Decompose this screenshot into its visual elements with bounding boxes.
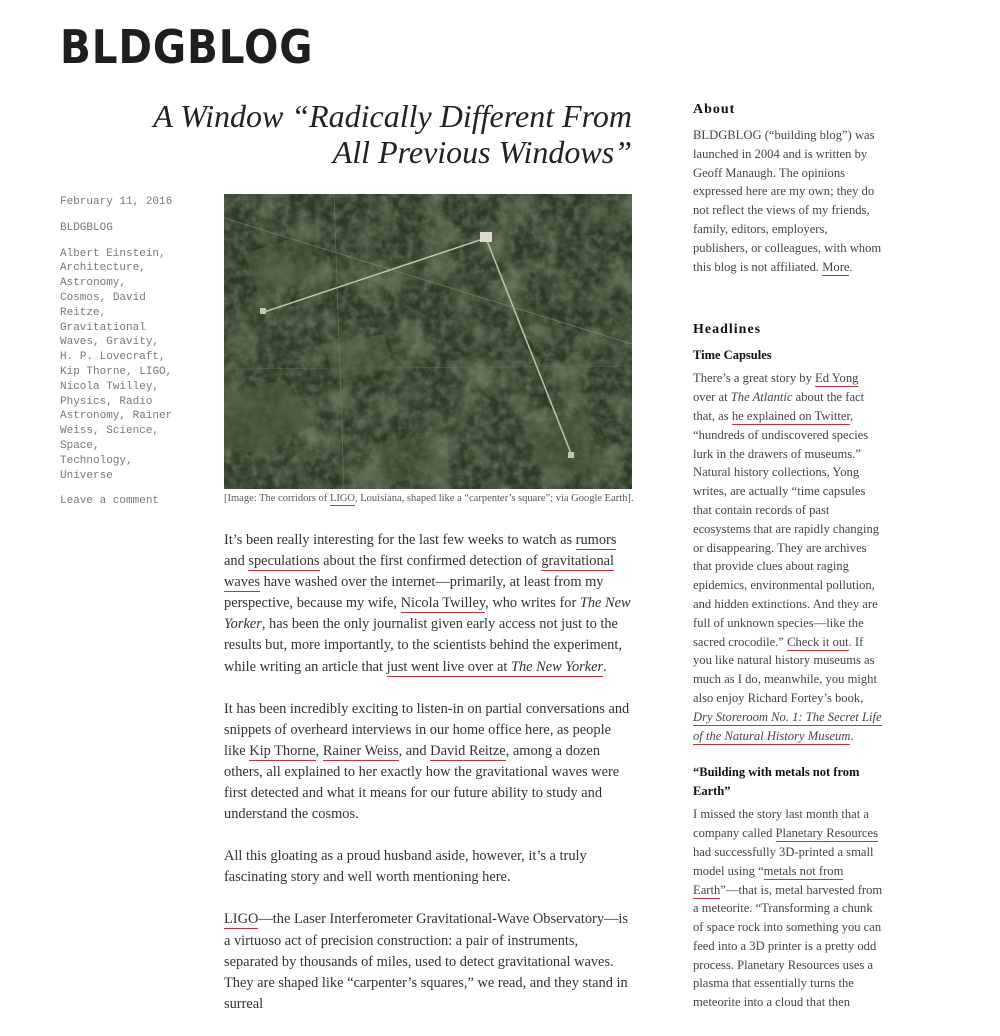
david-reitze-link[interactable]: David Reitze [430,742,506,759]
rainer-weiss-link[interactable]: Rainer Weiss [322,742,399,759]
headline-title[interactable]: Time Capsules [693,348,772,363]
headline-text: I missed the story last month that a company called Planetary Resources had successfully 3D-printed a small model using “metals not from Earth”—that is, metal harvested from a meteorite. “Transforming a chunk of space rock into something you can feed into a 3D printer is a pretty odd process. Planetary Resources uses a plasma that essentially turns the meteorite into a cloud that then [693,807,883,1010]
ligo-link[interactable]: LIGO [329,493,356,504]
about-more-link[interactable]: More [822,259,850,274]
headlines-widget [693,320,883,1012]
tag-link[interactable]: Science, [106,425,160,438]
post-title-line-1[interactable]: A Window “Radically Different From [153,98,632,134]
atlantic-title: The Atlantic [730,390,793,405]
tag-link[interactable]: Lovecraft, [99,351,166,364]
kip-thorne-link[interactable]: Kip Thorne [249,742,316,759]
tag-link[interactable]: LIGO, [139,365,173,378]
gravitational-waves-link[interactable]: gravitational waves [224,553,615,591]
tag-link[interactable]: H. [60,351,74,364]
tag-link[interactable]: Technology, [60,454,133,467]
check-it-out-link[interactable]: Check it out [787,634,849,649]
tag-link[interactable]: Physics, [60,395,113,408]
new-yorker-title: The New Yorker [224,595,631,633]
about-text: BLDGBLOG (“building blog”) was launched in 2004 and is written by Geoff Manaugh. The opinions expressed here are my own; they do not reflect the views of my friends, family, editors, employers, publishers, or colleagues, with whom this blog is not affiliated. More. [693,128,882,274]
tag-link[interactable]: David Reitze, [60,291,146,319]
image-caption: [Image: The corridors of LIGO, Louisiana, shaped like a “carpenter’s square”; via Google Earth]. [224,493,634,504]
post-category[interactable]: BLDGBLOG [60,221,113,234]
about-widget [693,100,883,276]
tag-link[interactable]: Albert Einstein, [60,247,166,260]
planetary-resources-link[interactable]: Planetary Resources [775,826,878,841]
sidebar [693,100,883,1030]
post-title-line-2[interactable]: All Previous Windows” [332,134,632,170]
tag-link[interactable]: Universe [60,469,113,482]
tag-link[interactable]: Rainer [132,410,173,423]
headline-text: There’s a great story by Ed Yong over at The Atlantic about the fact that, as he explained on Twitter, “hundreds of undiscovered species lurk in the drawers of museums.” Natural history collections, Yong writes, are actually “time capsules that contain records of past ecosystems that are rapidly changing or disappearing. They are archives that provide clues about raging epidemics, environmental pollution, and hidden extinctions. And they are full of unknown species—like the sacred crocodile.” Check it out. If you like natural history museums as much as I do, meanwhile, you might also enjoy Richard Fortey’s book, Dry Storeroom No. 1: The Secret Life of the Natural History Museum. [693,371,882,743]
leave-comment-link[interactable]: Leave a comment [60,495,160,508]
headlines-heading: Headlines [693,322,762,338]
tag-link[interactable]: Astronomy, [60,277,127,290]
tag-link[interactable]: Gravitational [60,321,146,334]
headline-title[interactable]: “Building with metals not from Earth” [693,765,860,799]
headline-item [693,346,883,745]
tag-link[interactable]: Nicola [60,380,100,393]
twitter-link[interactable]: he explained on Twitter [731,408,851,423]
tag-link[interactable]: Radio [119,395,153,408]
site-title[interactable]: BLDGBLOG [60,20,314,74]
post-body [224,530,634,1036]
rumors-link[interactable]: rumors [575,532,617,548]
tag-link[interactable]: Thorne, [86,365,133,378]
paragraph-1: It’s been really interesting for the last few weeks to watch as rumors and speculations about the first confirmed detection of gravitational waves have washed over the internet—primarily, at least from my perspective, because my wife, Nicola Twilley, who writes for The New Yorker, has been the only journalist given early access not just to the results but, more importantly, to the scientists behind the experiment, while writing an article that just went live over at The New Yorker. [224,532,631,675]
tag-link[interactable]: Astronomy, [60,410,127,423]
headline-item [693,763,883,1012]
new-yorker-article-link[interactable]: just went live over at The New Yorker [386,658,604,675]
ed-yong-link[interactable]: Ed Yong [815,371,859,386]
tag-link[interactable]: Weiss, [60,425,100,438]
tag-link[interactable]: Architecture, [60,262,146,275]
dry-storeroom-link[interactable]: Dry Storeroom No. 1: The Secret Life of the Natural History Museum [693,709,882,743]
tag-link[interactable]: Waves, [60,336,100,349]
tag-link[interactable]: Cosmos, [60,291,107,304]
paragraph-4: LIGO—the Laser Interferometer Gravitational-Wave Observatory—is a virtuoso act of precision construction: a pair of instruments, separated by thousands of miles, used to detect gravitational waves. They are shaped like “carpenter’s squares,” we read, and they stand in surreal [224,911,629,1012]
tag-link[interactable]: Twilley, [106,380,160,393]
tag-link[interactable]: P. [79,351,94,364]
tag-link[interactable]: Gravity, [106,336,160,349]
paragraph-2: It has been incredibly exciting to listen-in on partial conversations and snippets of overheard interviews in our home office here, as people like Kip Thorne, Rainer Weiss, and David Reitze, among a dozen others, all explained to her exactly how the gravitational waves were first detected and what it means for our future ability to study and understand the cosmos. [224,700,630,823]
tag-link[interactable]: Space, [60,439,100,452]
post-date[interactable]: February 11, 2016 [60,196,173,208]
metals-not-from-earth-link[interactable]: metals not from Earth [693,863,844,897]
post-meta [60,195,178,520]
paragraph-3: All this gloating as a proud husband aside, however, it’s a truly fascinating story and well worth mentioning here. [224,848,587,886]
speculations-link[interactable]: speculations [248,553,320,570]
ligo-body-link[interactable]: LIGO [224,911,259,928]
tag-list [60,247,178,484]
post-title[interactable] [150,98,632,170]
satellite-image [224,194,632,489]
about-heading: About [693,102,736,117]
tag-link[interactable]: Kip [60,365,80,378]
nicola-twilley-link[interactable]: Nicola Twilley [400,595,486,612]
